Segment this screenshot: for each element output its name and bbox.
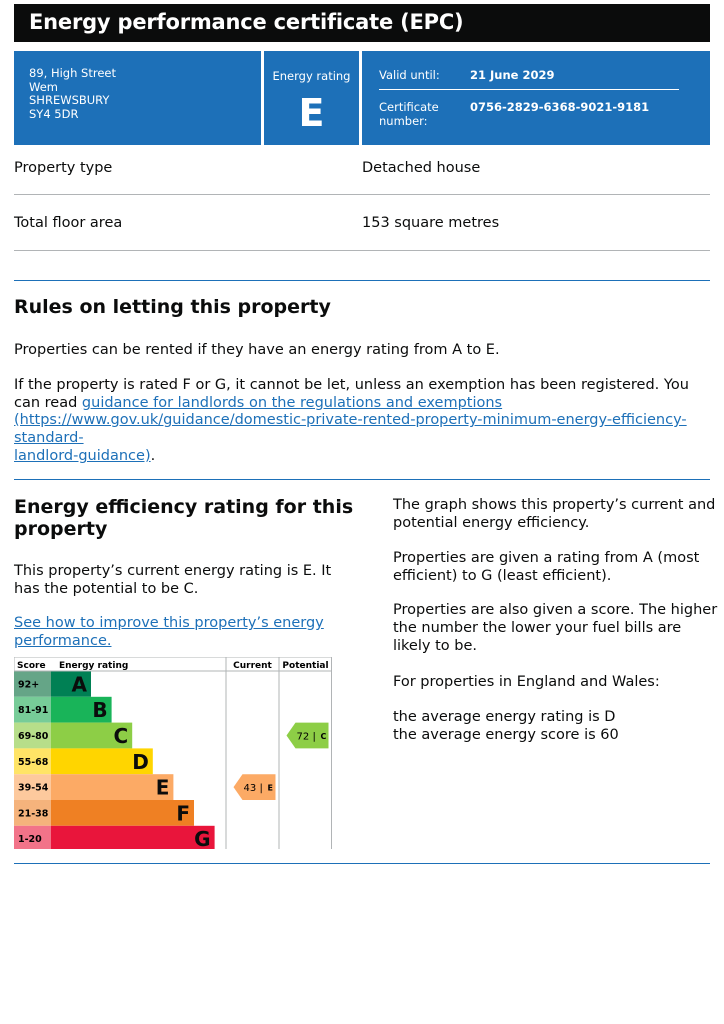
potential-rating-letter: C bbox=[320, 732, 327, 741]
property-type-value: Detached house bbox=[362, 160, 481, 176]
floor-area-value: 153 square metres bbox=[362, 215, 500, 231]
landlord-guidance-link[interactable]: guidance for landlords on the regulations and exemptions bbox=[81, 395, 503, 411]
property-address bbox=[29, 67, 116, 121]
rating-bar-f bbox=[51, 800, 194, 826]
text-line: has the potential to be C. bbox=[14, 581, 199, 597]
link-line: See how to improve this property’s energy bbox=[14, 615, 324, 631]
divider bbox=[14, 194, 710, 195]
floor-area-label: Total floor area bbox=[14, 215, 123, 231]
score-label: 69-80 bbox=[18, 731, 49, 742]
text-line: efficient) to G (least efficient). bbox=[393, 568, 612, 584]
address-line: SY4 5DR bbox=[29, 106, 79, 121]
valid-until-value: 21 June 2029 bbox=[470, 68, 555, 82]
score-label: 21-38 bbox=[18, 808, 49, 820]
score-label: 55-68 bbox=[18, 756, 49, 768]
graph-explanation bbox=[393, 496, 715, 532]
score-column-header: Score bbox=[17, 661, 46, 671]
potential-rating-score: 72 bbox=[296, 731, 310, 743]
energy-rating-graph bbox=[14, 657, 332, 849]
address-line: SHREWSBURY bbox=[29, 93, 110, 108]
certificate-summary bbox=[14, 51, 710, 145]
heading-line: property bbox=[14, 518, 108, 540]
current-rating-separator: | bbox=[259, 783, 263, 795]
potential-column-header: Potential bbox=[282, 661, 329, 671]
divider bbox=[379, 89, 679, 90]
divider bbox=[14, 250, 710, 251]
paragraph-text: If the property is rated F or G, it cannot be let, unless an exemption has been registered. You can read bbox=[14, 377, 689, 411]
property-type-label: Property type bbox=[14, 160, 113, 176]
letting-heading: Rules on letting this property bbox=[14, 296, 331, 318]
address-line: Wem bbox=[29, 79, 58, 94]
letting-paragraph bbox=[14, 376, 710, 412]
text-line: the average energy score is 60 bbox=[393, 727, 619, 743]
current-rating-score: 43 bbox=[243, 783, 257, 795]
section-divider bbox=[14, 280, 710, 281]
improve-performance-link[interactable] bbox=[14, 615, 324, 649]
score-label: 39-54 bbox=[18, 782, 49, 794]
address-line: 89, High Street bbox=[29, 66, 116, 80]
improve-link-para bbox=[14, 614, 324, 650]
label-line: Certificate bbox=[379, 100, 439, 114]
rating-letter: A bbox=[71, 672, 87, 697]
text-line: This property’s current energy rating is E. It bbox=[14, 563, 332, 579]
certificate-number-label bbox=[379, 100, 439, 128]
energy-rating-chart bbox=[14, 657, 332, 849]
text-line: the average energy rating is D bbox=[393, 709, 616, 725]
rating-explanation bbox=[393, 549, 699, 585]
guidance-url-link[interactable] bbox=[14, 412, 687, 464]
current-column-header: Current bbox=[233, 661, 272, 671]
divider bbox=[359, 51, 362, 145]
certificate-number-value: 0756-2829-6368-9021-9181 bbox=[470, 100, 650, 114]
rating-letter: C bbox=[113, 724, 129, 748]
text-line: likely to be. bbox=[393, 638, 477, 654]
text-line: Properties are given a rating from A (most bbox=[393, 550, 700, 566]
efficiency-heading bbox=[14, 496, 353, 540]
energy-rating-value: E bbox=[298, 91, 325, 135]
potential-rating-separator: | bbox=[312, 731, 316, 743]
url-line: (https://www.gov.uk/guidance/domestic-private-rented-property-minimum-energy-efficiency-standard- bbox=[14, 412, 687, 446]
section-divider bbox=[14, 863, 710, 864]
page-title: Energy performance certificate (EPC) bbox=[14, 4, 710, 42]
current-rating-text bbox=[14, 562, 331, 598]
text-line: Properties are also given a score. The higher bbox=[393, 602, 718, 618]
section-divider bbox=[14, 479, 710, 480]
link-line: performance. bbox=[14, 633, 112, 649]
text-line: potential energy efficiency. bbox=[393, 515, 590, 531]
region-text: For properties in England and Wales: bbox=[393, 674, 660, 690]
current-rating-letter: E bbox=[267, 783, 273, 793]
score-label: 81-91 bbox=[18, 705, 49, 717]
score-label: 92+ bbox=[18, 679, 40, 691]
guidance-url bbox=[14, 411, 710, 465]
period: . bbox=[150, 448, 156, 464]
text-line: The graph shows this property’s current and bbox=[393, 497, 716, 513]
text-line: the number the lower your fuel bills are bbox=[393, 620, 682, 636]
label-line: number: bbox=[379, 114, 428, 128]
score-label: 1-20 bbox=[18, 834, 42, 846]
url-line: landlord-guidance) bbox=[14, 448, 151, 464]
rating-letter: F bbox=[176, 801, 190, 826]
letting-paragraph: Properties can be rented if they have an energy rating from A to E. bbox=[14, 342, 500, 358]
rating-bar-g bbox=[51, 826, 215, 849]
rating-letter: E bbox=[155, 775, 170, 800]
score-explanation bbox=[393, 601, 717, 655]
average-rating-text bbox=[393, 708, 619, 744]
valid-until-label: Valid until: bbox=[379, 68, 440, 82]
rating-letter: B bbox=[92, 698, 108, 723]
rating-column-header: Energy rating bbox=[59, 661, 129, 671]
rating-letter: D bbox=[132, 749, 149, 774]
heading-line: Energy efficiency rating for this bbox=[14, 496, 354, 518]
rating-letter: G bbox=[194, 827, 211, 849]
energy-rating-label: Energy rating bbox=[272, 69, 351, 83]
